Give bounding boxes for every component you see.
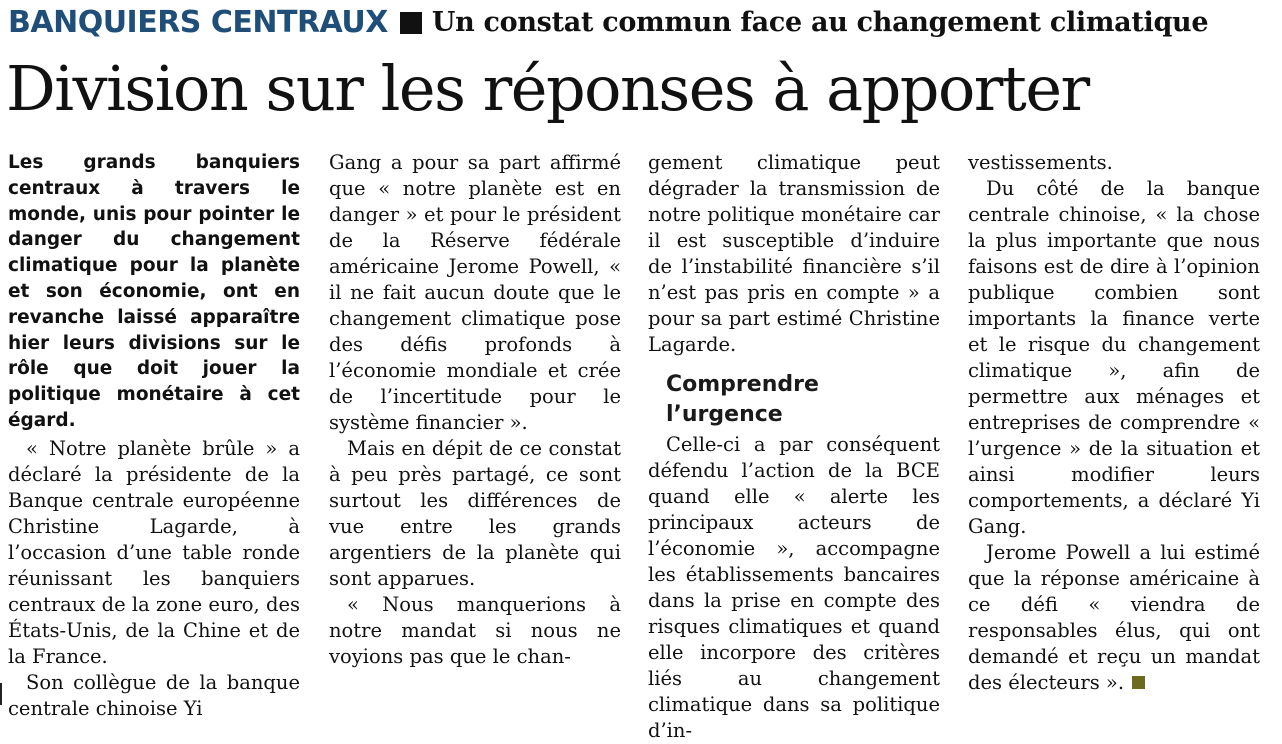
page-edge-divider <box>0 683 2 705</box>
article-paragraph: Son collègue de la banque centrale chinoise Yi <box>8 670 300 720</box>
end-of-article-square-icon <box>1132 676 1145 689</box>
article-paragraph: « Notre planète brûle » a déclaré la présidente de la Banque centrale européenne Christine Lagarde, à l’occasion d’une table ronde réunissant les banquiers centraux de la zone euro, des États-Unis, de la Chine et de la France. <box>8 436 300 668</box>
article-lead: Les grands banquiers centraux à travers le monde, unis pour pointer le danger du changement climatique pour la planète et son économie, ont en revanche laissé apparaître hier leurs divisions sur le rôle que doit jouer la politique monétaire à cet égard. <box>8 152 300 431</box>
article-kicker <box>8 5 1274 45</box>
article-column-2 <box>329 150 621 695</box>
article-paragraph-text: Jerome Powell a lui estimé que la réponse américaine à ce défi « viendra de responsables élus, qui ont demandé et reçu un mandat des électeurs ». <box>968 541 1260 694</box>
article-paragraph: gement climatique peut dégrader la transmission de notre politique monétaire car il est susceptible d’induire de l’instabilité financière s’il n’est pas pris en compte » a pour sa part estimé Christine Lagarde. <box>648 151 940 356</box>
square-bullet-icon <box>400 12 422 34</box>
article-paragraph: « Nous manquerions à notre mandat si nous ne voyions pas que le chan- <box>329 593 621 668</box>
kicker-subtitle: Un constat commun face au changement climatique <box>431 7 1209 38</box>
article-paragraph: Mais en dépit de ce constat à peu près partagé, ce sont surtout les différences de vue entre les grands argentiers de la planète qui sont apparues. <box>329 437 621 590</box>
article-paragraph: Gang a pour sa part affirmé que « notre planète est en danger » et pour le président de la Réserve fédérale américaine Jerome Powell, « il ne fait aucun doute que le changement climatique pose des défis profonds à l’économie mondiale et crée de l’incertitude pour le système financier ». <box>329 151 621 434</box>
article-paragraph: Celle-ci a par conséquent défendu l’action de la BCE quand elle « alerte les principaux acteurs de l’économie », accompagne les établissements bancaires dans la prise en compte des risques climatiques et quand elle incorpore des critères liés au changement climatique dans sa politique d’in- <box>648 433 940 742</box>
article-paragraph <box>968 540 1260 696</box>
article-headline: Division sur les réponses à apporter <box>6 52 1089 125</box>
article-subhead: Comprendre l’urgence <box>666 372 819 427</box>
article-column-3 <box>648 150 940 742</box>
article-column-1 <box>8 150 300 720</box>
section-tag: BANQUIERS CENTRAUX <box>8 5 388 40</box>
article-paragraph: vestissements. <box>968 151 1113 174</box>
article-paragraph: Du côté de la banque centrale chinoise, « la chose la plus importante que nous faisons est de dire à l’opinion publique combien sont importants la finance verte et le risque du changement climatique », afin de permettre aux ménages et entreprises de comprendre « l’urgence » de la situation et ainsi modifier leurs comportements, a déclaré Yi Gang. <box>968 177 1260 538</box>
article-column-4 <box>968 150 1260 695</box>
